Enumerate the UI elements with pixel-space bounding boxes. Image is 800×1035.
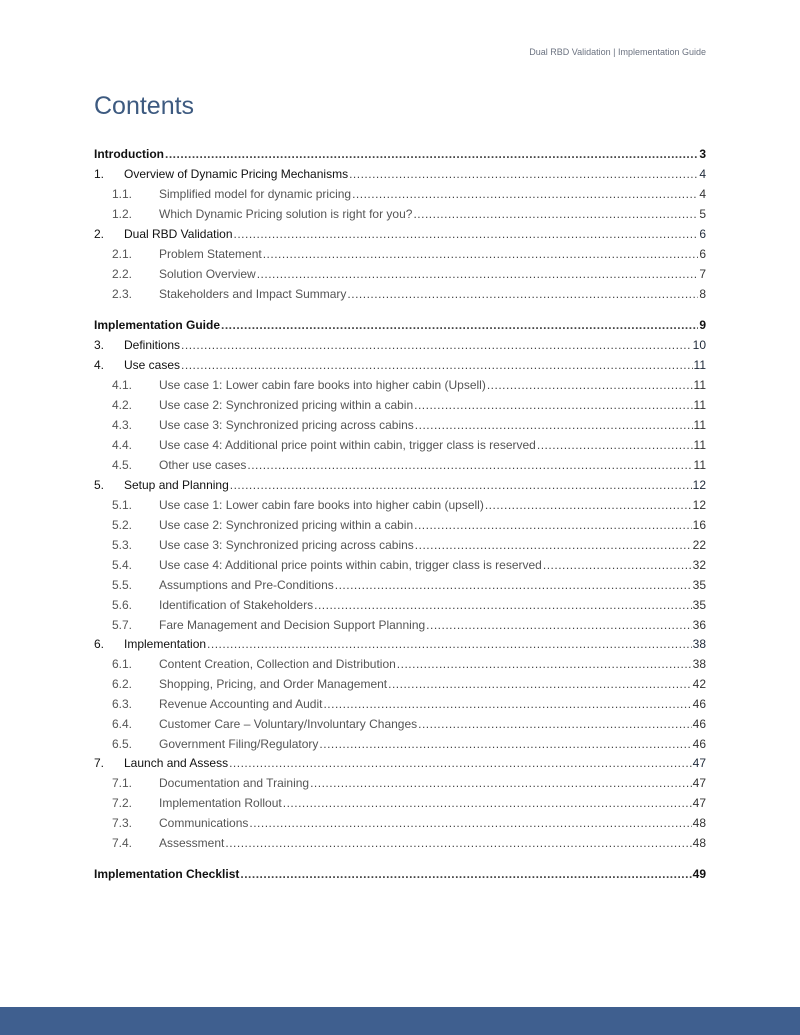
toc-entry-title: Problem Statement	[159, 247, 262, 261]
toc-entry-number: 4.	[94, 358, 105, 372]
toc-dot-leader	[485, 498, 692, 512]
toc-subsection-entry[interactable]	[94, 207, 706, 223]
toc-entry-number: 4.4.	[112, 438, 133, 452]
toc-entry-title: Dual RBD Validation	[124, 227, 233, 241]
toc-dot-leader	[413, 207, 698, 221]
toc-entry-title: Implementation Guide	[94, 318, 221, 332]
toc-dot-leader	[352, 187, 698, 201]
toc-page-number: 11	[693, 418, 706, 432]
toc-entry-number: 3.	[94, 338, 105, 352]
toc-entry-title: Use case 4: Additional price points within cabin, trigger class is reserved	[159, 558, 542, 572]
toc-entry-number: 6.2.	[112, 677, 133, 691]
toc-page-number: 11	[693, 378, 706, 392]
toc-dot-leader	[207, 637, 692, 651]
toc-subsection-entry[interactable]	[94, 816, 706, 832]
toc-entry-number: 5.6.	[112, 598, 133, 612]
toc-entry-number: 1.	[94, 167, 105, 181]
toc-subsection-entry[interactable]	[94, 717, 706, 733]
toc-dot-leader	[349, 167, 698, 181]
toc-dot-leader	[323, 697, 691, 711]
toc-chapter-entry[interactable]	[94, 358, 706, 374]
toc-subsection-entry[interactable]	[94, 267, 706, 283]
toc-page-number: 47	[692, 776, 706, 790]
toc-entry-number: 1.1.	[112, 187, 133, 201]
toc-dot-leader	[249, 816, 691, 830]
toc-entry-title: Use case 2: Synchronized pricing within a cabin	[159, 398, 414, 412]
toc-subsection-entry[interactable]	[94, 578, 706, 594]
toc-page-number: 42	[692, 677, 706, 691]
toc-dot-leader	[335, 578, 692, 592]
toc-dot-leader	[257, 267, 699, 281]
toc-dot-leader	[543, 558, 692, 572]
toc-dot-leader	[537, 438, 693, 452]
toc-subsection-entry[interactable]	[94, 247, 706, 263]
toc-entry-title: Solution Overview	[159, 267, 256, 281]
toc-dot-leader	[225, 836, 691, 850]
toc-page-number: 16	[692, 518, 706, 532]
toc-dot-leader	[397, 657, 692, 671]
toc-entry-number: 4.3.	[112, 418, 133, 432]
toc-subsection-entry[interactable]	[94, 438, 706, 454]
toc-page-number: 9	[699, 318, 706, 332]
toc-dot-leader	[426, 618, 691, 632]
toc-entry-title: Setup and Planning	[124, 478, 229, 492]
toc-entry-title: Revenue Accounting and Audit	[159, 697, 323, 711]
toc-entry-title: Use case 3: Synchronized pricing across cabins	[159, 538, 414, 552]
toc-entry-number: 4.1.	[112, 378, 133, 392]
toc-entry-number: 2.1.	[112, 247, 133, 261]
toc-entry-title: Documentation and Training	[159, 776, 310, 790]
toc-dot-leader	[283, 796, 692, 810]
toc-page-number: 32	[692, 558, 706, 572]
toc-page-number: 7	[699, 267, 706, 281]
toc-subsection-entry[interactable]	[94, 657, 706, 673]
toc-subsection-entry[interactable]	[94, 378, 706, 394]
toc-page-number: 38	[692, 657, 706, 671]
toc-page-number: 35	[692, 578, 706, 592]
toc-page-number: 22	[692, 538, 706, 552]
toc-dot-leader	[414, 398, 692, 412]
toc-section-entry[interactable]	[94, 318, 706, 334]
toc-page-number: 47	[692, 796, 706, 810]
toc-page-number: 49	[692, 867, 706, 881]
toc-subsection-entry[interactable]	[94, 398, 706, 414]
toc-subsection-entry[interactable]	[94, 737, 706, 753]
toc-entry-title: Use case 1: Lower cabin fare books into higher cabin (Upsell)	[159, 378, 486, 392]
toc-subsection-entry[interactable]	[94, 458, 706, 474]
toc-entry-title: Introduction	[94, 147, 164, 161]
toc-page-number: 4	[699, 167, 706, 181]
toc-subsection-entry[interactable]	[94, 697, 706, 713]
toc-entry-number: 5.2.	[112, 518, 133, 532]
toc-subsection-entry[interactable]	[94, 498, 706, 514]
toc-page-number: 46	[692, 737, 706, 751]
toc-page-number: 36	[692, 618, 706, 632]
toc-entry-title: Implementation	[124, 637, 207, 651]
toc-entry-number: 6.	[94, 637, 105, 651]
toc-subsection-entry[interactable]	[94, 618, 706, 634]
toc-page-number: 8	[699, 287, 706, 301]
toc-page-number: 11	[693, 358, 706, 372]
toc-dot-leader	[487, 378, 693, 392]
toc-entry-title: Use cases	[124, 358, 181, 372]
toc-subsection-entry[interactable]	[94, 598, 706, 614]
toc-subsection-entry[interactable]	[94, 518, 706, 534]
toc-dot-leader	[181, 358, 693, 372]
toc-entry-number: 5.7.	[112, 618, 133, 632]
toc-entry-number: 2.2.	[112, 267, 133, 281]
toc-subsection-entry[interactable]	[94, 836, 706, 852]
toc-dot-leader	[415, 418, 693, 432]
toc-entry-number: 7.4.	[112, 836, 133, 850]
toc-entry-number: 6.4.	[112, 717, 133, 731]
running-header: Dual RBD Validation | Implementation Guide	[529, 47, 706, 57]
toc-entry-title: Communications	[159, 816, 249, 830]
toc-subsection-entry[interactable]	[94, 796, 706, 812]
toc-entry-number: 7.2.	[112, 796, 133, 810]
toc-dot-leader	[221, 318, 698, 332]
toc-entry-number: 5.5.	[112, 578, 133, 592]
toc-entry-title: Implementation Rollout	[159, 796, 282, 810]
toc-entry-title: Use case 3: Synchronized pricing across cabins	[159, 418, 414, 432]
toc-entry-title: Overview of Dynamic Pricing Mechanisms	[124, 167, 349, 181]
toc-entry-title: Assumptions and Pre-Conditions	[159, 578, 334, 592]
toc-entry-number: 5.3.	[112, 538, 133, 552]
toc-entry-title: Stakeholders and Impact Summary	[159, 287, 347, 301]
toc-subsection-entry[interactable]	[94, 538, 706, 554]
toc-dot-leader	[230, 478, 692, 492]
toc-page-number: 48	[692, 836, 706, 850]
toc-entry-title: Fare Management and Decision Support Planning	[159, 618, 426, 632]
toc-entry-title: Customer Care – Voluntary/Involuntary Changes	[159, 717, 418, 731]
toc-subsection-entry[interactable]	[94, 418, 706, 434]
toc-entry-number: 5.1.	[112, 498, 133, 512]
toc-page-number: 4	[699, 187, 706, 201]
toc-page-number: 38	[692, 637, 706, 651]
toc-entry-number: 2.3.	[112, 287, 133, 301]
toc-entry-number: 4.2.	[112, 398, 133, 412]
toc-page-number: 11	[693, 438, 706, 452]
footer-bar	[0, 1007, 800, 1035]
toc-dot-leader	[319, 737, 691, 751]
toc-entry-number: 7.3.	[112, 816, 133, 830]
toc-page-number: 48	[692, 816, 706, 830]
toc-chapter-entry[interactable]	[94, 227, 706, 243]
toc-entry-number: 1.2.	[112, 207, 133, 221]
toc-page-number: 6	[699, 227, 706, 241]
toc-entry-number: 4.5.	[112, 458, 133, 472]
toc-entry-number: 7.	[94, 756, 105, 770]
toc-dot-leader	[414, 518, 692, 532]
toc-chapter-entry[interactable]	[94, 637, 706, 653]
toc-entry-title: Definitions	[124, 338, 181, 352]
toc-page-number: 11	[693, 398, 706, 412]
toc-dot-leader	[229, 756, 692, 770]
toc-dot-leader	[347, 287, 698, 301]
toc-dot-leader	[415, 538, 692, 552]
toc-entry-title: Government Filing/Regulatory	[159, 737, 319, 751]
toc-entry-title: Other use cases	[159, 458, 247, 472]
toc-dot-leader	[314, 598, 692, 612]
toc-page-number: 46	[692, 697, 706, 711]
toc-subsection-entry[interactable]	[94, 776, 706, 792]
toc-entry-title: Use case 1: Lower cabin fare books into higher cabin (upsell)	[159, 498, 484, 512]
toc-page-number: 3	[699, 147, 706, 161]
toc-dot-leader	[165, 147, 698, 161]
toc-subsection-entry[interactable]	[94, 187, 706, 203]
toc-chapter-entry[interactable]	[94, 478, 706, 494]
toc-entry-title: Simplified model for dynamic pricing	[159, 187, 352, 201]
toc-page-number: 12	[692, 478, 706, 492]
toc-entry-title: Launch and Assess	[124, 756, 229, 770]
toc-page-number: 5	[699, 207, 706, 221]
toc-subsection-entry[interactable]	[94, 287, 706, 303]
toc-subsection-entry[interactable]	[94, 558, 706, 574]
toc-dot-leader	[234, 227, 699, 241]
toc-chapter-entry[interactable]	[94, 338, 706, 354]
toc-dot-leader	[247, 458, 692, 472]
toc-entry-title: Shopping, Pricing, and Order Management	[159, 677, 388, 691]
toc-entry-title: Which Dynamic Pricing solution is right for you?	[159, 207, 413, 221]
toc-entry-number: 5.	[94, 478, 105, 492]
toc-section-entry[interactable]	[94, 147, 706, 163]
toc-page-number: 12	[692, 498, 706, 512]
toc-dot-leader	[310, 776, 692, 790]
toc-entry-title: Use case 2: Synchronized pricing within a cabin	[159, 518, 414, 532]
toc-entry-title: Implementation Checklist	[94, 867, 240, 881]
toc-entry-number: 6.5.	[112, 737, 133, 751]
toc-page-number: 10	[692, 338, 706, 352]
page-title: Contents	[94, 92, 195, 120]
toc-dot-leader	[181, 338, 692, 352]
toc-entry-title: Use case 4: Additional price point within cabin, trigger class is reserved	[159, 438, 536, 452]
toc-subsection-entry[interactable]	[94, 677, 706, 693]
toc-page-number: 46	[692, 717, 706, 731]
toc-entry-number: 6.1.	[112, 657, 133, 671]
toc-dot-leader	[240, 867, 691, 881]
toc-section-entry[interactable]	[94, 867, 706, 883]
toc-dot-leader	[388, 677, 692, 691]
toc-chapter-entry[interactable]	[94, 756, 706, 772]
toc-entry-number: 7.1.	[112, 776, 133, 790]
toc-entry-number: 5.4.	[112, 558, 133, 572]
toc-entry-number: 2.	[94, 227, 105, 241]
toc-page-number: 47	[692, 756, 706, 770]
toc-page-number: 6	[699, 247, 706, 261]
toc-page-number: 11	[693, 458, 706, 472]
toc-dot-leader	[263, 247, 699, 261]
toc-chapter-entry[interactable]	[94, 167, 706, 183]
toc-dot-leader	[418, 717, 692, 731]
toc-entry-title: Identification of Stakeholders	[159, 598, 314, 612]
toc-entry-number: 6.3.	[112, 697, 133, 711]
toc-entry-title: Content Creation, Collection and Distribution	[159, 657, 396, 671]
toc-entry-title: Assessment	[159, 836, 225, 850]
toc-page-number: 35	[692, 598, 706, 612]
